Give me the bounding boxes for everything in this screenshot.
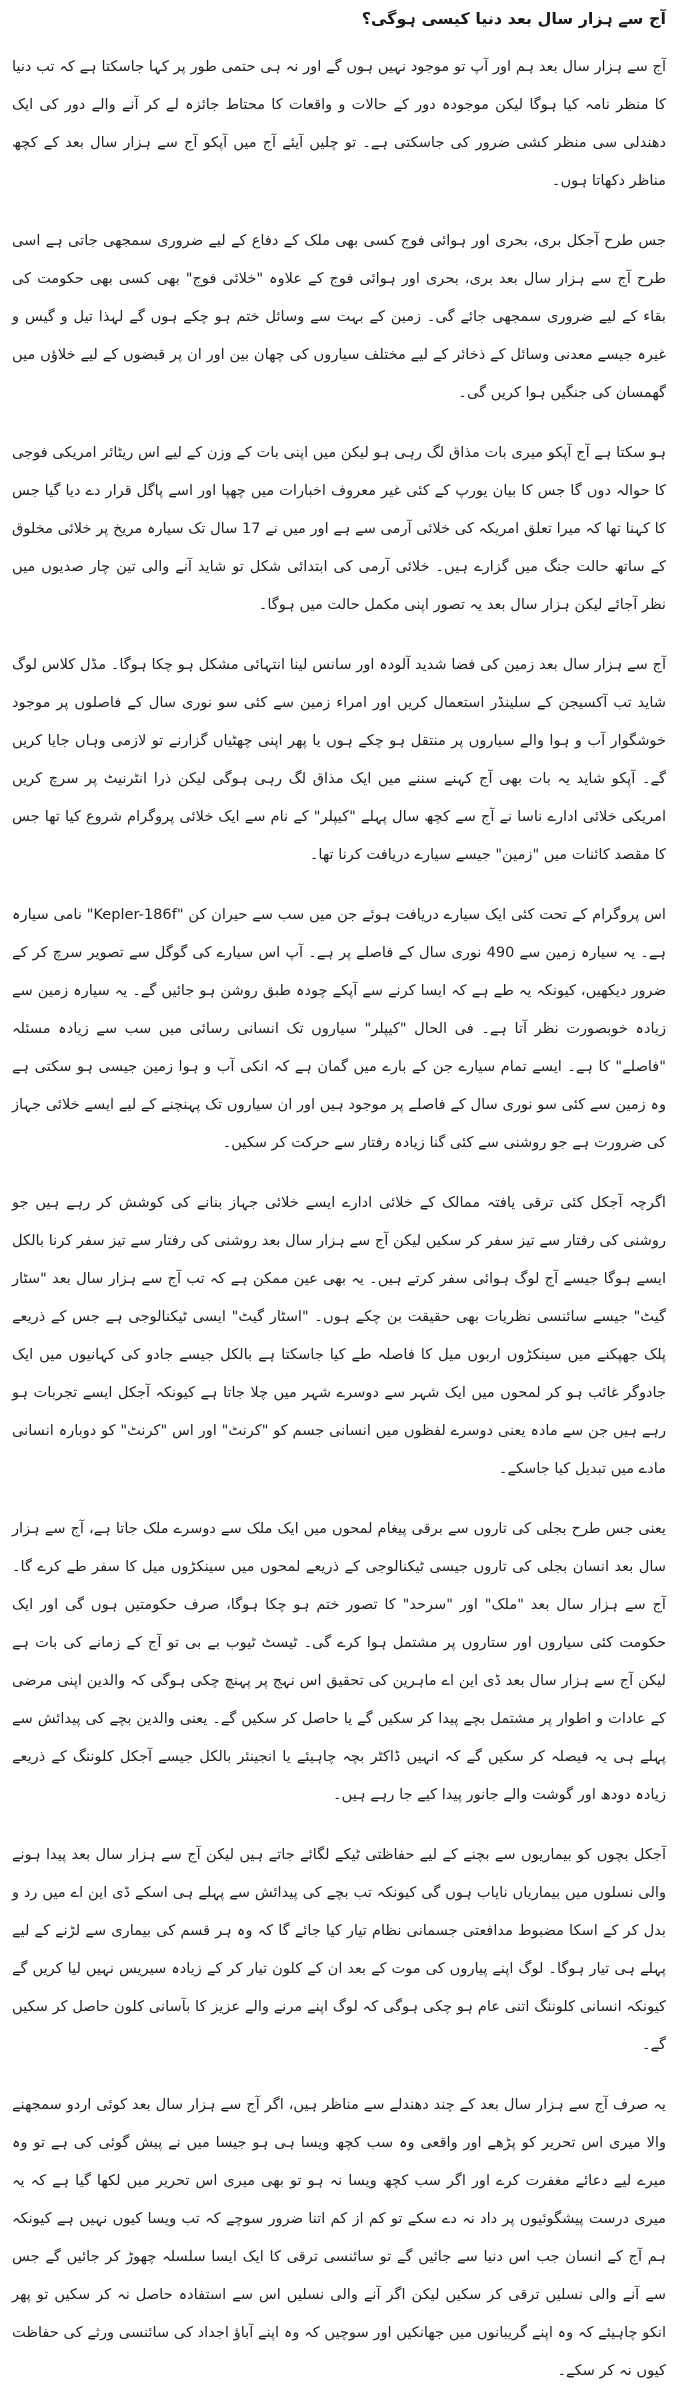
paragraph-1: آج سے ہزار سال بعد ہم اور آپ تو موجود نہیں ہوں گے اور نہ ہی حتمی طور پر کہا جاسکتا ہے کہ تب دنیا کا منظر نامہ کیا ہوگا لیکن موجودہ دور کے حالات و واقعات کا محتاط جائزہ لے کر آنے والے دور کی ایک دھندلی سی منظر کشی ضرور کی جاسکتی ہے۔ تو چلیں آیئے آج میں آپکو آج سے ہزار سال بعد کے کچھ مناظر دکھاتا ہوں۔ — [12, 58, 666, 189]
paragraph-2: جس طرح آجکل بری، بحری اور ہوائی فوج کسی بھی ملک کے دفاع کے لیے ضروری سمجھی جاتی ہے اسی طرح آج سے ہزار سال بعد بری، بحری اور ہوائی فوج کے علاوہ "خلائی فوج" بھی کسی بھی حکومت کی بقاء کے لیے ضروری سمجھی جائے گی۔ زمین کے بہت سے وسائل ختم ہو چکے ہوں گے لہذا تیل و گیس و غیرہ جیسے معدنی وسائل کے ذخائر کے لیے مختلف سیاروں کی چھان بین اور ان پر قبضوں کے لیے خلاؤں میں گھمسان کی جنگیں ہوا کریں گی۔ — [12, 232, 666, 401]
paragraph-5: اس پروگرام کے تحت کئی ایک سیارے دریافت ہوئے جن میں سب سے حیران کن "Kepler-186f" نامی سیارہ ہے۔ یہ سیارہ زمین سے 490 نوری سال کے فاصلے پر ہے۔ آپ اس سیارے کی گوگل سے تصویر سرچ کر کے ضرور دیکھیں، کیونکہ یہ طے ہے کہ ایسا کرنے سے آپکے چودہ طبق روشن ہو جائیں گے۔ یہ سیارہ زمین سے زیادہ خوبصورت نظر آتا ہے۔ فی الحال "کیپلر" سیاروں تک انسانی رسائی میں سب سے زیادہ مسئلہ "فاصلے" کا ہے۔ ایسے تمام سیارے جن کے بارے میں گمان ہے کہ انکی آب و ہوا زمین جیسی ہو سکتی ہے وہ زمین سے کئی سو نوری سال کے فاصلے پر موجود ہیں اور ان سیاروں تک پہنچنے کے لیے ایسے خلائی جہاز کی ضرورت ہے جو روشنی سے کئی گنا زیادہ رفتار سے حرکت کر سکیں۔ — [12, 906, 666, 1151]
paragraph-6: اگرچہ آجکل کئی ترقی یافتہ ممالک کے خلائی ادارے ایسے خلائی جہاز بنانے کی کوشش کر رہے ہیں جو روشنی کی رفتار سے تیز سفر کر سکیں لیکن آج سے ہزار سال بعد روشنی کی رفتار سے تیز سفر کرنا بالکل ایسے ہوگا جیسے آج لوگ ہوائی سفر کرتے ہیں۔ یہ بھی عین ممکن ہے کہ تب آج سے ہزار سال بعد "سٹار گیٹ" جیسے سائنسی نظریات بھی حقیقت بن چکے ہوں۔ "اسٹار گیٹ" ایسی ٹیکنالوجی ہے جس کے ذریعے پلک جھپکنے میں سینکڑوں اربوں میل کا فاصلہ طے کیا جاسکتا ہے بالکل جیسے جادو کی کہانیوں میں ایک جادوگر غائب ہو کر لمحوں میں ایک شہر سے دوسرے شہر میں چلا جاتا ہے کیونکہ آجکل ایسے تجربات ہو رہے ہیں جن سے مادہ یعنی دوسرے لفظوں میں انسانی جسم کو "کرنٹ" اور اس "کرنٹ" کو دوبارہ انسانی مادے میں تبدیل کیا جاسکے۔ — [12, 1194, 666, 1477]
paragraph-8: آجکل بچوں کو بیماریوں سے بچنے کے لیے حفاظتی ٹیکے لگائے جاتے ہیں لیکن آج سے ہزار سال بعد پیدا ہونے والی نسلوں میں بیماریاں نایاب ہوں گی کیونکہ تب بچے کی پیدائش سے پہلے ہی اسکے ڈی این اے میں رد و بدل کر کے اسکا مضبوط مدافعتی جسمانی نظام تیار کیا جائے گا کہ وہ ہر قسم کی بیماری سے لڑنے کے لیے پہلے ہی تیار ہوگا۔ لوگ اپنے پیاروں کی موت کے بعد ان کے کلون تیار کر کے زیادہ سیریس نہیں لیا کریں گے کیونکہ انسانی کلوننگ اتنی عام ہو چکی ہوگی کہ لوگ اپنے مرنے والے عزیز کا بآسانی کلون حاصل کر سکیں گے۔ — [12, 1846, 666, 2053]
paragraph-3: ہو سکتا ہے آج آپکو میری بات مذاق لگ رہی ہو لیکن میں اپنی بات کے وزن کے لیے اس ریٹائر امریکی فوجی کا حوالہ دوں گا جس کا بیان یورپ کے کئی غیر معروف اخبارات میں چھپا اور اسے پاگل قرار دے دیا گیا جس کا کہنا تھا کہ میرا تعلق امریکہ کی خلائی آرمی سے ہے اور میں نے 17 سال تک سیارہ مریخ پر خلائی مخلوق کے ساتھ حالت جنگ میں گزارے ہیں۔ خلائی آرمی کی ابتدائی شکل تو شاید آنے والی تین چار صدیوں میں نظر آجائے لیکن ہزار سال بعد یہ تصور اپنی مکمل حالت میں ہوگا۔ — [12, 444, 666, 613]
article-title: آج سے ہزار سال بعد دنیا کیسی ہوگی؟ — [361, 9, 666, 28]
paragraph-4: آج سے ہزار سال بعد زمین کی فضا شدید آلودہ اور سانس لینا انتہائی مشکل ہو چکا ہوگا۔ مڈل کلاس لوگ شاید تب آکسیجن کے سلینڈر استعمال کریں اور امراء زمین سے کئی سو نوری سال کے فاصلوں پر موجود خوشگوار آب و ہوا والے سیاروں پر منتقل ہو چکے ہوں یا پھر اپنی چھٹیاں گزارنے تو لازمی وہاں جایا کریں گے۔ آپکو شاید یہ بات بھی آج کہنے سننے میں ایک مذاق لگ رہی ہوگی لیکن ذرا انٹرنیٹ پر سرچ کریں امریکی خلائی ادارے ناسا نے آج سے کچھ سال پہلے "کیپلر" کے نام سے ایک خلائی پروگرام شروع کیا تھا جس کا مقصد کائنات میں "زمین" جیسے سیارے دریافت کرنا تھا۔ — [12, 656, 666, 863]
paragraph-9: یہ صرف آج سے ہزار سال بعد کے چند دھندلے سے مناظر ہیں، اگر آج سے ہزار سال بعد کوئی اردو سمجھنے والا میری اس تحریر کو پڑھے اور واقعی وہ سب کچھ ویسا ہی ہو جیسا میں نے پیش گوئی کی ہے تو وہ میرے لیے دعائے مغفرت کرے اور اگر سب کچھ ویسا نہ ہو تو بھی میری اس تحریر میں لکھا گیا ہے کہ یہ میری درست پیشگوئیوں پر داد نہ دے سکے تو کم از کم اتنا ضرور سوچے کہ تب ویسا کیوں نہیں ہے کیونکہ ہم آج کے انسان جب اس دنیا سے جائیں گے تو سائنسی ترقی کا ایک ایسا سلسلہ چھوڑ کر جائیں گے جس سے آنے والی نسلیں ترقی کر سکیں لیکن اگر آنے والی نسلیں اس سے استفادہ حاصل نہ کر سکیں تو پھر انکو چاہیئے کہ وہ اپنے گریبانوں میں جھانکیں اور سوچیں کہ وہ اپنے آباؤ اجداد کی سائنسی ورثے کی حفاظت کیوں نہ کر سکے۔ — [12, 2096, 666, 2379]
paragraph-7: یعنی جس طرح بجلی کی تاروں سے برقی پیغام لمحوں میں ایک ملک سے دوسرے ملک جاتا ہے، آج سے ہزار سال بعد انسان بجلی کی تاروں جیسی ٹیکنالوجی کے ذریعے لمحوں میں سینکڑوں میل کا سفر طے کرے گا۔ آج سے ہزار سال بعد "ملک" اور "سرحد" کا تصور ختم ہو چکا ہوگا، صرف حکومتیں ہوں گی اور ایک حکومت کئی سیاروں اور ستاروں پر مشتمل ہوا کرے گی۔ ٹیسٹ ٹیوب بے بی تو آج کے زمانے کی بات ہے لیکن آج سے ہزار سال بعد ڈی این اے ماہرین کی تحقیق اس نہج پر پہنچ چکی ہوگی کہ والدین اپنی مرضی کے عادات و اطوار پر مشتمل بچے پیدا کر سکیں گے یا حاصل کر سکیں گے۔ یعنی والدین بچے کی پیدائش سے پہلے ہی یہ فیصلہ کر سکیں گے کہ انہیں ڈاکٹر بچہ چاہیئے یا انجینئر بالکل جیسے آجکل کلوننگ کے ذریعے زیادہ دودھ اور گوشت والے جانور پیدا کیے جا رہے ہیں۔ — [12, 1520, 666, 1803]
